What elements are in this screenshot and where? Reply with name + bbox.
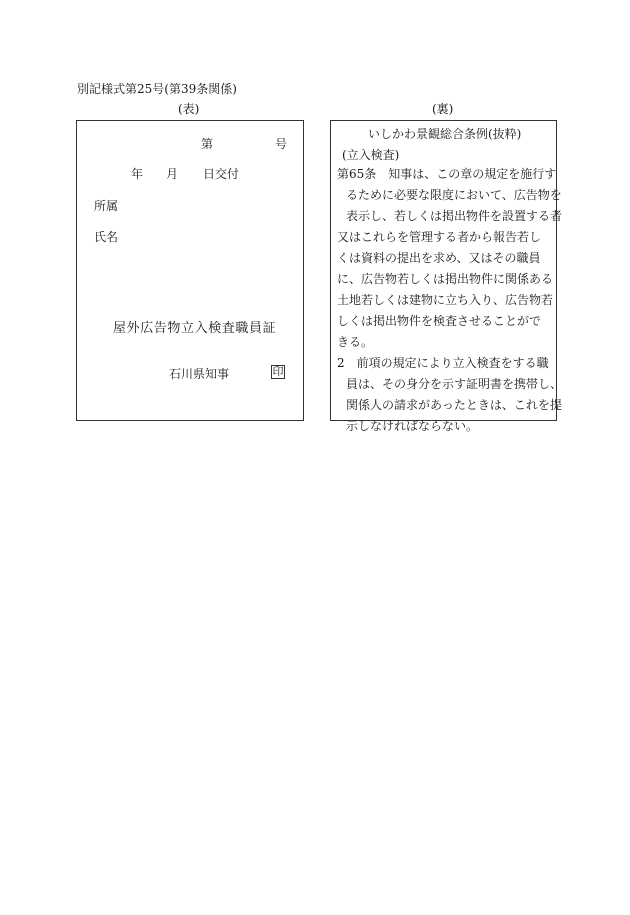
article-line: 又はこれらを管理する者から報告若し	[337, 230, 542, 244]
issuer-name: 石川県知事	[169, 367, 230, 381]
article-line: に、広告物若しくは掲出物件に関係ある	[337, 272, 554, 286]
back-panel	[330, 120, 557, 421]
article-line: 土地若しくは建物に立ち入り、広告物若	[337, 293, 554, 307]
section-heading: (立入検査)	[342, 148, 400, 162]
issue-day-label: 日交付	[203, 167, 240, 181]
form-title: 別記様式第25号(第39条関係)	[77, 82, 237, 96]
affiliation-label: 所属	[94, 199, 119, 213]
number-prefix: 第	[201, 137, 214, 151]
article-line: 2 前項の規定により立入検査をする職	[337, 356, 549, 370]
article-line: きる。	[337, 335, 374, 349]
issue-year-label: 年	[131, 167, 144, 181]
name-label: 氏名	[94, 230, 119, 244]
article-line: 関係人の請求があったときは、これを提	[346, 398, 562, 412]
article-line: 員は、その身分を示す証明書を携帯し、	[346, 377, 563, 391]
article-line: るために必要な限度において、広告物を	[346, 188, 562, 202]
article-line: 第65条 知事は、この章の規定を施行す	[337, 167, 557, 181]
issue-month-label: 月	[166, 167, 179, 181]
seal-stamp: 印	[272, 365, 284, 378]
article-line: しくは掲出物件を検査させることがで	[337, 314, 542, 328]
article-line: 示しなければならない。	[346, 419, 479, 433]
ordinance-title: いしかわ景観総合条例(抜粋)	[368, 127, 522, 141]
certificate-title: 屋外広告物立入検査職員証	[113, 321, 277, 336]
number-suffix: 号	[275, 137, 288, 151]
front-caption: (表)	[178, 102, 200, 116]
article-line: 表示し、若しくは掲出物件を設置する者	[346, 209, 563, 223]
back-caption: (裏)	[432, 102, 454, 116]
article-line: くは資料の提出を求め、又はその職員	[337, 251, 541, 265]
